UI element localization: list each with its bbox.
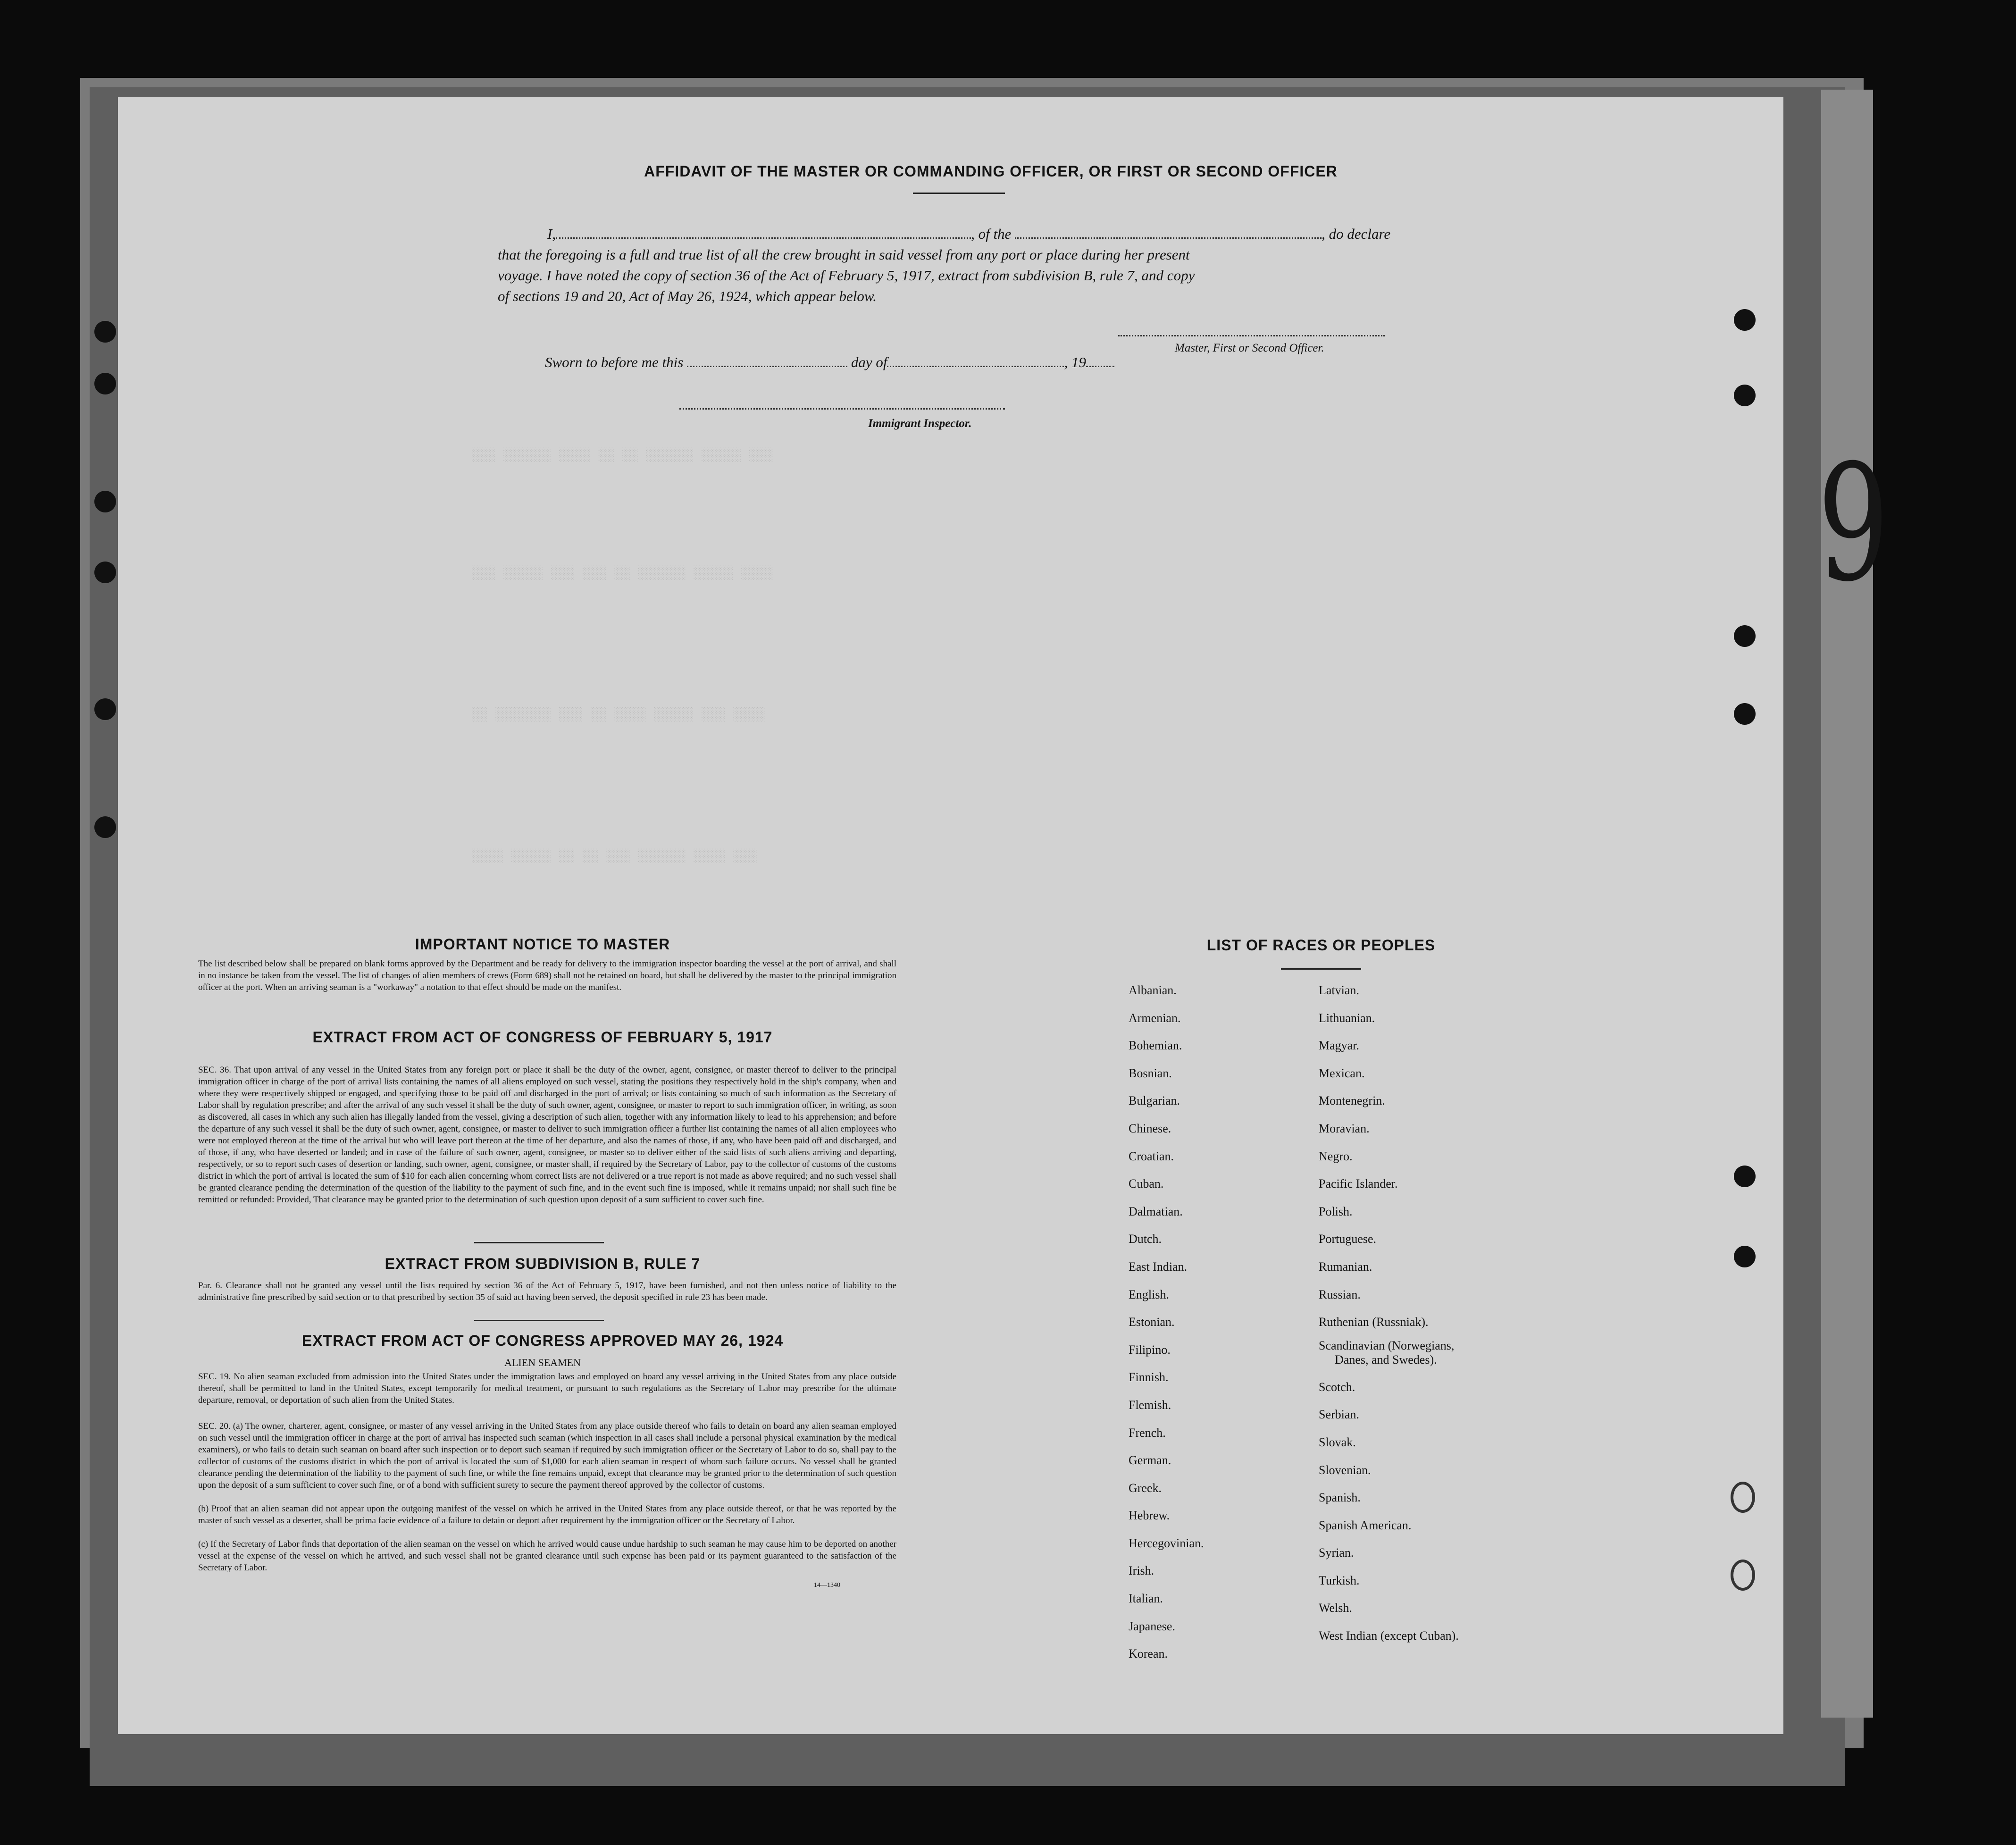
punch-hole <box>1734 309 1756 331</box>
race-item: Greek. <box>1129 1481 1162 1495</box>
punch-hole <box>94 373 116 394</box>
punch-hole <box>94 562 116 583</box>
race-item: Hebrew. <box>1129 1509 1170 1523</box>
race-item: Serbian. <box>1319 1408 1359 1422</box>
race-item: Italian. <box>1129 1592 1163 1606</box>
race-item: French. <box>1129 1426 1166 1440</box>
affidavit-line-1 <box>547 225 1390 243</box>
underlying-page-edge <box>1821 90 1873 1718</box>
race-item: East Indian. <box>1129 1259 1188 1274</box>
inspector-caption: Immigrant Inspector. <box>868 417 972 430</box>
ring-hole <box>1731 1482 1755 1513</box>
race-item: Chinese. <box>1129 1121 1171 1135</box>
ring-hole <box>1731 1560 1755 1591</box>
sworn-label: Sworn to before me this <box>545 354 684 370</box>
punch-hole <box>94 816 116 838</box>
alien-seamen-subheading: ALIEN SEAMEN <box>504 1357 581 1368</box>
race-item: Scandinavian (Norwegians, <box>1319 1338 1455 1352</box>
race-item: Spanish. <box>1319 1491 1361 1505</box>
race-item: Irish. <box>1129 1564 1154 1578</box>
race-item: Finnish. <box>1129 1370 1169 1384</box>
race-item: Dutch. <box>1129 1232 1162 1246</box>
vessel-name-blank <box>1015 233 1322 239</box>
race-item: Turkish. <box>1319 1573 1360 1587</box>
punch-hole <box>1734 1166 1756 1187</box>
race-item: Ruthenian (Russniak). <box>1319 1315 1429 1329</box>
race-item: Albanian. <box>1129 983 1177 997</box>
races-column-2 <box>1319 977 1459 1650</box>
affidavit-of-the: , of the <box>971 226 1012 242</box>
section-rule <box>474 1242 604 1243</box>
affidavit-heading: AFFIDAVIT OF THE MASTER OR COMMANDING OFFICER, OR FIRST OR SECOND OFFICER <box>644 163 1338 180</box>
race-item: German. <box>1129 1453 1171 1468</box>
form-number: 14—1340 <box>814 1582 840 1589</box>
race-item: Estonian. <box>1129 1315 1175 1329</box>
race-item: Russian. <box>1319 1287 1361 1301</box>
punch-hole <box>1734 703 1756 725</box>
race-item: Cuban. <box>1129 1177 1164 1191</box>
race-item: Moravian. <box>1319 1121 1370 1135</box>
act-1924-sec-19: SEC. 19. No alien seaman excluded from admission into the United States under the immigration laws and employed on board any vessel arriving in the United States from any place outside thereof, shall be permitted to land in the United States, except temporarily for medical treatment, or pursuant to such regulations as the Secretary of Labor may prescribe for the ultimate departure, removal, or deportation of such alien from the United States. <box>198 1372 896 1405</box>
race-item: Welsh. <box>1319 1601 1352 1615</box>
race-item: Polish. <box>1319 1204 1353 1218</box>
inspector-signature-line <box>679 403 1005 410</box>
bleed-through-text: ░░░░ ░░░░░ ░░ ░░ ░░░ ░░░░░░ ░░░░ ░░░ <box>472 849 757 864</box>
heading-rule <box>913 193 1005 194</box>
rule-7-text: Par. 6. Clearance shall not be granted any vessel until the lists required by section 36 of the Act of February 5, 1917, have been furnished, and not then unless notice of liability to the administrative fine prescribed by said section or to that prescribed by section 35 of said act having been served, the deposit specified in rule 23 has been made. <box>198 1281 896 1302</box>
race-item: Scotch. <box>1319 1380 1355 1394</box>
race-item: Lithuanian. <box>1319 1011 1375 1025</box>
punch-hole <box>94 321 116 343</box>
affidavit-i: I, <box>547 226 556 242</box>
bleed-through-text: ░░░ ░░░░░ ░░░ ░░░ ░░ ░░░░░░ ░░░░░ ░░░░ <box>472 566 773 581</box>
master-name-blank <box>556 233 971 239</box>
race-item: Hercegovinian. <box>1129 1536 1204 1550</box>
affidavit-line-3: voyage. I have noted the copy of section 36 of the Act of February 5, 1917, extract from subdivision B, rule 7, and copy <box>498 267 1195 284</box>
race-item: Slovenian. <box>1319 1463 1371 1477</box>
punch-hole <box>94 698 116 720</box>
race-item: Montenegrin. <box>1319 1094 1385 1108</box>
act-1924-sec-20b: (b) Proof that an alien seaman did not appear upon the outgoing manifest of the vessel on which he arrived in the United States from any place outside thereof, or that he was reported by the master of such vessel as a deserter, shall be prima facie evidence of a failure to detain or deport after requirement by the immigration officer or the Secretary of Labor. <box>198 1504 896 1526</box>
race-item: Bosnian. <box>1129 1066 1172 1080</box>
punch-hole <box>1734 1246 1756 1267</box>
race-item: Syrian. <box>1319 1546 1354 1560</box>
race-item: Armenian. <box>1129 1011 1181 1025</box>
races-column-1 <box>1129 977 1204 1668</box>
notice-heading: IMPORTANT NOTICE TO MASTER <box>415 936 670 953</box>
affidavit-line-4: of sections 19 and 20, Act of May 26, 1924, which appear below. <box>498 288 877 304</box>
race-item: Magyar. <box>1319 1039 1359 1053</box>
affidavit-do-declare: , do declare <box>1322 226 1391 242</box>
race-item: Croatian. <box>1129 1149 1174 1163</box>
sworn-year-blank <box>1086 361 1114 367</box>
master-signature-caption: Master, First or Second Officer. <box>1175 342 1324 354</box>
race-item: Slovak. <box>1319 1435 1356 1449</box>
race-item: Latvian. <box>1319 983 1359 997</box>
race-item: Dalmatian. <box>1129 1204 1183 1218</box>
sworn-day-blank <box>687 361 847 367</box>
act-1924-heading: EXTRACT FROM ACT OF CONGRESS APPROVED MAY 26, 1924 <box>301 1332 784 1349</box>
race-item: Bohemian. <box>1129 1039 1182 1053</box>
race-item: West Indian (except Cuban). <box>1319 1629 1459 1643</box>
race-item: Filipino. <box>1129 1342 1171 1357</box>
bleed-through-text: ░░░ ░░░░░░ ░░░░ ░░ ░░ ░░░░░░ ░░░░░ ░░░ <box>472 448 773 463</box>
handwritten-page-number: 9 <box>1817 430 1889 617</box>
act-1917-text: SEC. 36. That upon arrival of any vessel in the United States from any foreign port or place it shall be the duty of the owner, agent, consignee, or master thereof to deliver to the principal immigration officer in charge of the port of arrival lists containing the names of all aliens employed on such vessel, stating the positions they respectively hold in the ship's company, when and where they were respectively shipped or engaged, and specifying those to be paid off and discharged in the port of arrival; or lists containing so much of such information as the Secretary of Labor shall by regulation prescribe; and after the arrival of any such vessel it shall be the duty of such owner, agent, consignee, or master to report to such immigration officer, in writing, as soon as discovered, all cases in which any such alien has illegally landed from the vessel, giving a description of such alien, together with any information likely to lead to his apprehension; and before the departure of any such vessel it shall be the duty of such owner, agent, consignee, or master to deliver to such immigration officer a further list containing the names of all alien employees who were not employed thereon at the time of the arrival but who will leave port thereon at the time of her departure, and also the names of those, if any, who have been paid off and discharged, and of those, if any, who have deserted or landed; and in case of the failure of such owner, agent, consignee, or master so to deliver either of the said lists of such aliens arriving and departing, respectively, or so to report such cases of desertion or landing, such owner, agent, consignee, or master shall, if required by the Secretary of Labor, pay to the collector of customs of the customs district in which the port of arrival is located the sum of $10 for each alien concerning whom correct lists are not delivered or a true report is not made as above required; and no such vessel shall be granted clearance pending the determination of the question of the liability to the payment of such fine, and in the event such fine is imposed, while it remains unpaid; nor shall such fine be remitted or refunded: Provided, That clearance may be granted prior to the determination of such question upon deposit of a sum sufficient to cover such fine. <box>198 1065 896 1205</box>
race-item: Spanish American. <box>1319 1518 1412 1532</box>
punch-hole <box>94 491 116 512</box>
act-1917-heading: EXTRACT FROM ACT OF CONGRESS OF FEBRUARY 5, 1917 <box>312 1029 773 1046</box>
race-item: Negro. <box>1319 1149 1353 1163</box>
race-item: Danes, and Swedes). <box>1335 1352 1437 1367</box>
race-item: Pacific Islander. <box>1319 1177 1398 1191</box>
race-item: Portuguese. <box>1319 1232 1377 1246</box>
race-item: Mexican. <box>1319 1066 1365 1080</box>
act-1924-sec-20c: (c) If the Secretary of Labor finds that deportation of the alien seaman on the vessel on which he arrived would cause undue hardship to such seaman he may cause him to be deported on another vessel at the expense of the vessel on which he arrived, and such vessel shall not be granted clearance until such expense has been paid or its payment guaranteed to the satisfaction of the Secretary of Labor. <box>198 1539 896 1573</box>
bleed-through-text: ░░ ░░░░░░░ ░░░ ░░ ░░░░ ░░░░░ ░░░ ░░░░ <box>472 708 765 722</box>
rule-7-heading: EXTRACT FROM SUBDIVISION B, RULE 7 <box>385 1255 701 1272</box>
race-item: Korean. <box>1129 1647 1168 1661</box>
section-rule <box>474 1320 604 1321</box>
sworn-line <box>545 353 1114 372</box>
race-item: Rumanian. <box>1319 1259 1372 1274</box>
act-1924-sec-20: SEC. 20. (a) The owner, charterer, agent, consignee, or master of any vessel arriving in the United States from any place outside thereof who fails to detain on board any alien seaman employed on such vessel until the immigration officer in charge at the port of arrival has inspected such seaman (which inspection in all cases shall include a personal physical examination by the medical examiners), or who fails to detain such seaman on board after such inspection or to deport such seaman if required by such immigration officer or the Secretary of Labor to do so, shall pay to the collector of customs of the customs district in which the port of arrival is located the sum of $1,000 for each alien seaman in respect of whom such failure occurs. No vessel shall be granted clearance pending the determination of the liability to the payment of such fine, or while the fine remains unpaid, except that clearance may be granted prior to the determination of such question upon the deposit of a sum sufficient to cover such fine, or of a bond with sufficient surety to secure the payment thereof approved by the collector of customs. <box>198 1421 896 1490</box>
punch-hole <box>1734 625 1756 647</box>
notice-text: The list described below shall be prepared on blank forms approved by the Department and be ready for delivery to the immigration inspector boarding the vessel at the port of arrival, and shall in no instance be taken from the vessel. The list of changes of alien members of crews (Form 689) shall not be retained on board, but shall be delivered by the master to the principal immigration officer at the port. When an arriving seaman is a "workaway" a notation to that effect should be made on the manifest. <box>198 959 896 992</box>
sworn-month-blank <box>887 361 1064 367</box>
race-item: English. <box>1129 1287 1169 1301</box>
affidavit-line-2: that the foregoing is a full and true list of all the crew brought in said vessel from any port or place during her present <box>498 246 1190 263</box>
punch-hole <box>1734 385 1756 406</box>
races-heading-rule <box>1281 968 1361 970</box>
race-item: Japanese. <box>1129 1619 1175 1633</box>
race-item: Flemish. <box>1129 1398 1171 1412</box>
year-prefix: , 19 <box>1064 354 1086 370</box>
races-heading: LIST OF RACES OR PEOPLES <box>1206 937 1436 954</box>
master-signature-line <box>1118 330 1385 336</box>
race-item: Bulgarian. <box>1129 1094 1180 1108</box>
day-of-label: day of <box>851 354 887 370</box>
